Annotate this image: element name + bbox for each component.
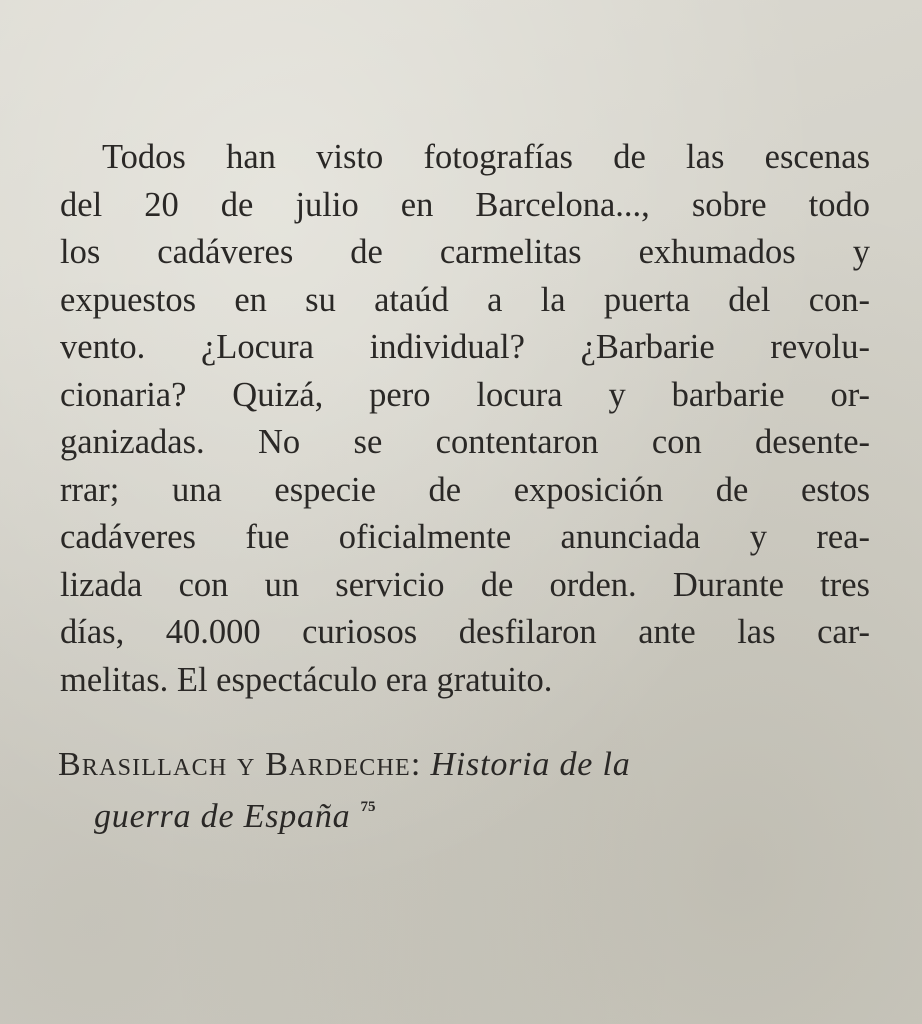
quote-line: días, 40.000 curiosos desfilaron ante las car- <box>60 613 870 651</box>
citation-line <box>58 744 838 786</box>
citation-separator: : <box>410 746 431 783</box>
quote-line: del 20 de julio en Barcelona..., sobre todo <box>60 185 870 224</box>
quote-line: los cadáveres de carmelitas exhumados y <box>60 233 870 271</box>
citation-work-title-continued: guerra de España <box>94 798 351 835</box>
quote-line: lizada con un servicio de orden. Durante tres <box>60 565 870 604</box>
citation-authors: Brasillach y Bardeche <box>58 746 411 783</box>
citation-work-title: Historia de la <box>430 746 631 783</box>
quote-line: cadáveres fue oficialmente anunciada y rea- <box>60 518 870 556</box>
quote-line: vento. ¿Locura individual? ¿Barbarie revolu- <box>60 328 870 366</box>
quote-line: Todos han visto fotografías de las escenas <box>102 138 870 176</box>
quote-line: ganizadas. No se contentaron con desente- <box>60 423 870 461</box>
quote-paragraph <box>60 134 870 704</box>
citation-line <box>58 786 838 838</box>
quote-line: melitas. El espectáculo era gratuito. <box>60 660 553 699</box>
footnote-number: 75 <box>360 799 376 815</box>
quote-line: cionaria? Quizá, pero locura y barbarie or- <box>60 375 870 414</box>
quote-line: expuestos en su ataúd a la puerta del con- <box>60 280 870 319</box>
citation <box>58 744 838 838</box>
quote-line: rrar; una especie de exposición de estos <box>60 470 870 509</box>
